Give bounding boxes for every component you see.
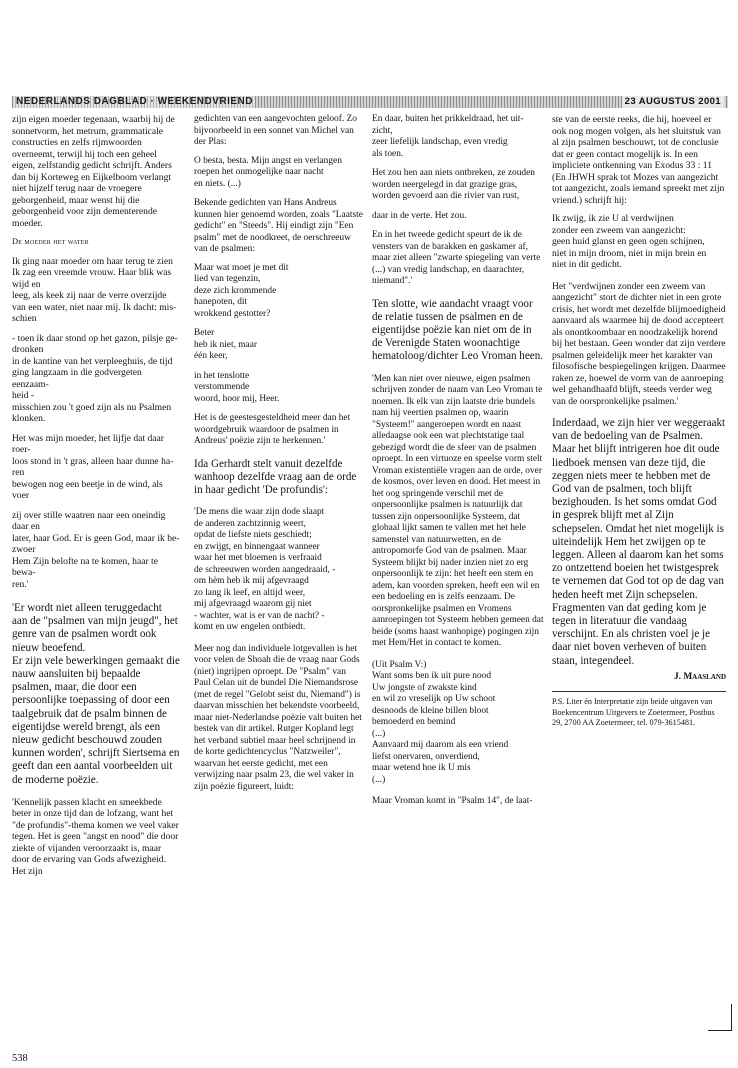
- column-2: [194, 114, 364, 800]
- paragraph: Ida Gerhardt stelt vanuit dezelfde wanhoop dezelfde vraag aan de orde in haar gedicht 'De profundis':: [194, 457, 357, 496]
- poem-line: Het was mijn moeder, het lijfje dat daar: [12, 432, 164, 444]
- poem-line: hanepoten, dit: [194, 297, 248, 307]
- poem-line: zicht,: [372, 125, 393, 136]
- poem-line: Het zou hen aan niets ontbreken, ze zouden: [372, 168, 535, 178]
- paragraph: Het is de geestesgesteldheid meer dan het woordgebruik waardoor de psalmen in Andreus' poëzie zijn te herkennen.': [194, 413, 351, 446]
- poem-line: woord, hoor mij, Heer.: [194, 393, 280, 404]
- poem-line: O besta, besta. Mijn angst en verlangen: [194, 155, 342, 166]
- poem-line: zeer liefelijk landschap, even vredig: [372, 137, 508, 147]
- poem-line: één keer,: [194, 351, 228, 361]
- poem-line: waar het met bloemen is verfraaid: [194, 553, 322, 564]
- paragraph: gedichten van een aangevochten geloof. Zo bijvoorbeeld in een sonnet van Michel van der Plas:: [194, 114, 357, 147]
- poem-line: opdat de liefste niets geschiedt;: [194, 530, 312, 541]
- poem-stanza: [12, 433, 180, 502]
- poem-line: de schreeuwen worden aangedraaid, -: [194, 564, 336, 575]
- poem-line: worden neergelegd in dat grazige gras,: [372, 179, 518, 190]
- poem-line: in het tenslotte: [194, 370, 250, 381]
- poem-stanza: [194, 328, 364, 363]
- paragraph: ste van de eerste reeks, die hij, hoeveel er ook nog mogen volgen, als het sluitstuk van al zijn psalmen beschouwt, tot de conclusie dat er geen contact mogelijk is. In een impliciete ontkenning van Exodus 33 : 11 (En JHWH sprak tot Mozes van aangezicht tot aangezicht, zoals iemand spreekt met zijn vriend.) schrijft hij:: [552, 114, 725, 206]
- poem-line: Aanvaard mij daarom als een vriend: [372, 740, 509, 751]
- poem-stanza: [12, 510, 180, 591]
- poem-line: roepen het onmogelijke naar nacht: [194, 167, 324, 177]
- poem-line: heid -: [12, 390, 35, 401]
- poem-line: (Uit Psalm V:): [372, 659, 427, 670]
- poem-stanza: [552, 213, 726, 271]
- poem-line: later, haar God. Er is geen God, maar ik be-: [12, 532, 180, 544]
- poem-line: misschien zou 't goed zijn als nu Psalmen: [12, 401, 172, 413]
- paragraph: Inderdaad, we zijn hier ver weggeraakt van de bedoeling van de Psalmen. Maar het blijft intrigeren hoe dit oude liedboek mensen van deze tijd, die zeggen niets meer te hebben met de God van de psalmen, toch blijft bezighouden. Is het soms omdat God in gesprek blijft met al Zijn schepselen. Omdat het niet mogelijk is uiteindelijk Hem het zwijgen op te leggen. Alleen al daarom kan het soms zo ontzettend boeien het twistgesprek te vernemen dat God tot op de dag van heden heeft met Zijn schepselen. Fragmenten van dat geding kom je tegen in literatuur die vandaag verschijnt. En als christen voel je je daar niet boven verheven of buiten staan, integendeel.: [552, 417, 726, 667]
- poem-stanza: [194, 371, 364, 406]
- poem-line: ren.': [12, 578, 29, 590]
- poem-line: Hem Zijn belofte na te komen, haar te bewa-: [12, 555, 158, 578]
- paragraph: Het "verdwijnen zonder een zweem van aangezicht" stort de dichter niet in een grote crisis, het wordt met dezelfde blijmoedigheid aanvaard als waarmee hij de dood accepteert als onontkoombaar en noodzakelijk horend bij het bestaan. Geen wonder dat zijn verdere psalmen geleidelijk meer het karakter van filosofische bespiegelingen krijgen. Daarmee raken ze, hoewel de vorm van de aanroeping wel gehandhaafd blijft, steeds verder weg van de oorspronkelijke psalmen.': [552, 280, 726, 407]
- masthead-bar: [12, 96, 728, 108]
- poem-line: geen huid glanst en geen ogen schijnen,: [552, 236, 705, 247]
- poem-line: als toen.: [372, 148, 404, 159]
- poem-line: komt en uw engelen ontbiedt.: [194, 622, 306, 633]
- poem-line: liefst onervaren, onverdiend,: [372, 751, 480, 762]
- poem-line: mij afgevraagd waarom gij niet: [194, 599, 312, 610]
- poem-line: wijd en: [12, 278, 41, 290]
- poem-line: zwoer: [12, 544, 36, 555]
- column-3: [372, 114, 544, 815]
- poem-line: verstommende: [194, 382, 250, 392]
- poem-line: (...): [372, 728, 386, 739]
- crop-mark: [708, 1030, 732, 1031]
- poem-line: dronken: [12, 344, 44, 355]
- poem-stanza: [372, 168, 544, 203]
- poem-line: niet in dit gedicht.: [552, 259, 622, 270]
- paragraph: Er zijn vele bewerkingen gemaakt die nauw aansluiten bij bepaalde psalmen, maar, die door een persoonlijke toepassing of door een taalgebruik dat de psalm binnen de eigentijdse wereld brengt, als een nieuw gedicht beschouwd zouden kunnen worden', schrijft Siertsema en geeft dan een aantal voorbeelden uit de moderne poëzie.: [12, 654, 180, 786]
- poem-line: Ik zag een vreemde vrouw. Haar blik was: [12, 267, 172, 278]
- poem-line: niet in mijn droom, niet in mijn brein en: [552, 247, 707, 259]
- poem-line: zo lang ik leef, en altijd weer,: [194, 587, 306, 598]
- postscript: P.S. Liter én Interpretatie zijn beide uitgaven van Boekencentrum Uitgevers te Zoetermeer, Postbus 29, 2700 AA Zoetermeer, tel. 079-3615481.: [552, 697, 715, 728]
- poem-line: bewogen nog een beetje in de wind, als voer: [12, 478, 163, 501]
- page-number: 538: [12, 1053, 28, 1064]
- poem-stanza: [12, 256, 180, 325]
- poem-line: maar wetend hoe ik U mis: [372, 763, 471, 774]
- poem-line: van een water, niet naar mij. Ik dacht: mis-: [12, 301, 177, 313]
- poem-line: ren: [12, 467, 25, 478]
- paragraph: Meer nog dan individuele lotgevallen is het voor velen de Shoah die de vraag naar Gods (niet) ingrijpen oproept. De "Psalm" van Paul Celan uit de bundel Die Niemandsrose (met de regel "Gelobt seist du, Niemand") is daarvan misschien het bekendste voorbeeld, maar niet-Nederlandse poëzie valt buiten het bestek van dit artikel. Rutger Kopland legt het verband subtiel maar heel schrijnend in de korte gedichtencyclus "Natzweiler", waarvan het eerste gedicht, met een verwijzing naar psalm 23, die wel vaker in zijn poëzie figureert, luidt:: [194, 643, 362, 792]
- poem-line: daar en: [12, 521, 40, 532]
- poem-line: daar in de verte. Het zou.: [372, 210, 467, 221]
- author-signature: J. Maasland: [673, 671, 726, 682]
- paragraph: 'Er wordt niet alleen teruggedacht aan de "psalmen van mijn jeugd", het genre van de psalmen wordt ook nieuw beoefend.: [12, 602, 178, 654]
- poem-line: roer-: [12, 444, 31, 455]
- column-4: [552, 114, 726, 736]
- poem-line: klonken.: [12, 413, 46, 424]
- paragraph: En in het tweede gedicht speurt de ik de vensters van de barakken en gaskamer af, maar ziet alleen "zwarte spiegeling van verte (...) van vredig landschap, en daarachter, niemand".': [372, 230, 541, 286]
- poem-line: deze zich krommende: [194, 285, 277, 296]
- issue-date: 23 AUGUSTUS 2001: [622, 96, 724, 108]
- paragraph: Bekende gedichten van Hans Andreus kunnen hier genoemd worden, zoals "Laatste gedicht" en "Steeds". Hij eindigt zijn "Een psalm" met de noodkreet, de oerschreeuw van de psalmen:: [194, 198, 363, 254]
- paragraph: Maar Vroman komt in "Psalm 14", de laat-: [372, 796, 533, 807]
- poem-line: ging langzaam in die godvergeten eenzaam-: [12, 367, 142, 390]
- poem-stanza: [372, 660, 544, 787]
- poem-line: worden gevoerd aan die rivier van rust,: [372, 191, 520, 201]
- poem-line: Maar wat moet je met dit: [194, 262, 289, 273]
- poem-stanza: [194, 263, 364, 321]
- publication-name: NEDERLANDS DAGBLAD · WEEKENDVRIEND: [16, 96, 254, 107]
- section-heading: De moeder het water: [12, 237, 89, 246]
- poem-line: desnoods de kleine billen bloot: [372, 705, 489, 716]
- poem-line: de anderen zachtzinnig weert,: [194, 518, 306, 529]
- poem-line: Ik zwijg, ik zie U al verdwijnen: [552, 213, 674, 224]
- poem-stanza: [372, 114, 544, 160]
- poem-line: zij over stille waatren naar een oneindig: [12, 509, 166, 521]
- paragraph: zijn eigen moeder tegenaan, waarbij hij de sonnetvorm, het metrum, grammaticale constructies en zelfs rijmwoorden overneemt, terwijl hij toch een geheel eigen, zelfstandig gedicht schrijft. Anders dan bij Kortewеg en Eijkelboom verlangt niet hijzelf terug naar de vroegere geborgenheid, maar wenst hij die geborgenheid voor zijn dementerende moeder.: [12, 114, 175, 229]
- paragraph: Ten slotte, wie aandacht vraagt voor de relatie tussen de psalmen en de eigentijdse poëzie kan niet om de in de Verenigde Staten woonachtige hematoloog/dichter Leo Vroman heen.: [372, 297, 544, 363]
- poem-line: loos stond in 't gras, alleen haar dunne ha-: [12, 455, 174, 467]
- poem-line: wrokkend gestotter?: [194, 308, 271, 319]
- poem-line: bemoederd en bemind: [372, 717, 456, 728]
- poem-line: schien: [12, 313, 37, 324]
- poem-line: Uw jongste of zwakste kind: [372, 682, 477, 693]
- poem-line: leeg, als keek zij naar de verre overzijde: [12, 290, 167, 301]
- poem-line: heb ik niet, maar: [194, 339, 257, 350]
- poem-line: Ik ging naar moeder om haar terug te zien: [12, 255, 173, 267]
- poem-line: en zwijgt, en binnengaat wanneer: [194, 541, 320, 552]
- poem-stanza: [194, 156, 364, 191]
- poem-line: lied van tegenzin,: [194, 274, 261, 284]
- paragraph: 'Men kan niet over nieuwe, eigen psalmen schrijven zonder de naam van Leo Vroman te noemen. Ik elk van zijn laatste drie bundels nam hij veertien psalmen op, waarin "Systeem!" aangeroepen wordt en naast alledaagse ook een wat plechtstatige taal gebezigd wordt die de sfeer van de psalmen oproept. In een virtuoze en speelse vorm stelt Vroman existentiële vragen aan de orde, over de kosmos, over leven en dood. Het meest in het oog springende verschil met de onpersoonlijke psalmen is natuurlijk dat tussen zijn onpersoonlijke Systeem, dat globaal lijkt samen te vallen met het hele samenstel van natuurwetten, en de antropomorfe God van de psalmen. Maar Systeem blijkt bij nader inzien niet zo erg onpersoonlijk te zijn: het heeft een stem en adem, kan voorden spreken, heeft een wil en een bedoeling en is zelfs eenzaam. De oorspronkelijke psalmen en Vromens aanroepingen tot Systeem hebben gemeen dat beide (soms haast wanhopige) pogingen zijn met Hem/Het in contact te komen.: [372, 373, 544, 649]
- paragraph: 'Kennelijk passen klacht en smeekbede beter in onze tijd dan de lofzang, want het "de profundis"-thema komen we veel vaker tegen. Het is geen "angst en nood" die door ziekte of vijanden veroorzaakt is, maar door de ervaring van Gods afwezigheid. Het zijn: [12, 796, 179, 877]
- column-1: [12, 114, 180, 884]
- poem-stanza: [372, 211, 544, 223]
- poem-line: en wil zo vreselijk op Uw schoot: [372, 694, 496, 705]
- divider: [552, 691, 726, 692]
- poem-line: Want soms ben ik uit pure nood: [372, 671, 492, 682]
- poem-line: om hèm heb ik mij afgevraagd: [194, 576, 309, 587]
- poem-line: (...): [372, 774, 386, 785]
- poem-line: En daar, buiten het prikkeldraad, het uit-: [372, 114, 524, 124]
- poem-line: - wachter, wat is er van de nacht? -: [194, 610, 325, 621]
- poem-line: en niets. (...): [194, 178, 241, 189]
- crop-mark: [731, 1004, 732, 1031]
- poem-line: Beter: [194, 328, 215, 338]
- poem-stanza: [194, 507, 364, 634]
- poem-line: in de kantine van het verpleeghuis, de tijd: [12, 355, 173, 367]
- poem-line: 'De mens die waar zijn dode slaapt: [194, 507, 325, 518]
- poem-line: zonder een zweem van aangezicht:: [552, 224, 686, 236]
- poem-stanza: [12, 333, 180, 425]
- poem-line: - toen ik daar stond op het gazon, pilsje ge-: [12, 332, 178, 344]
